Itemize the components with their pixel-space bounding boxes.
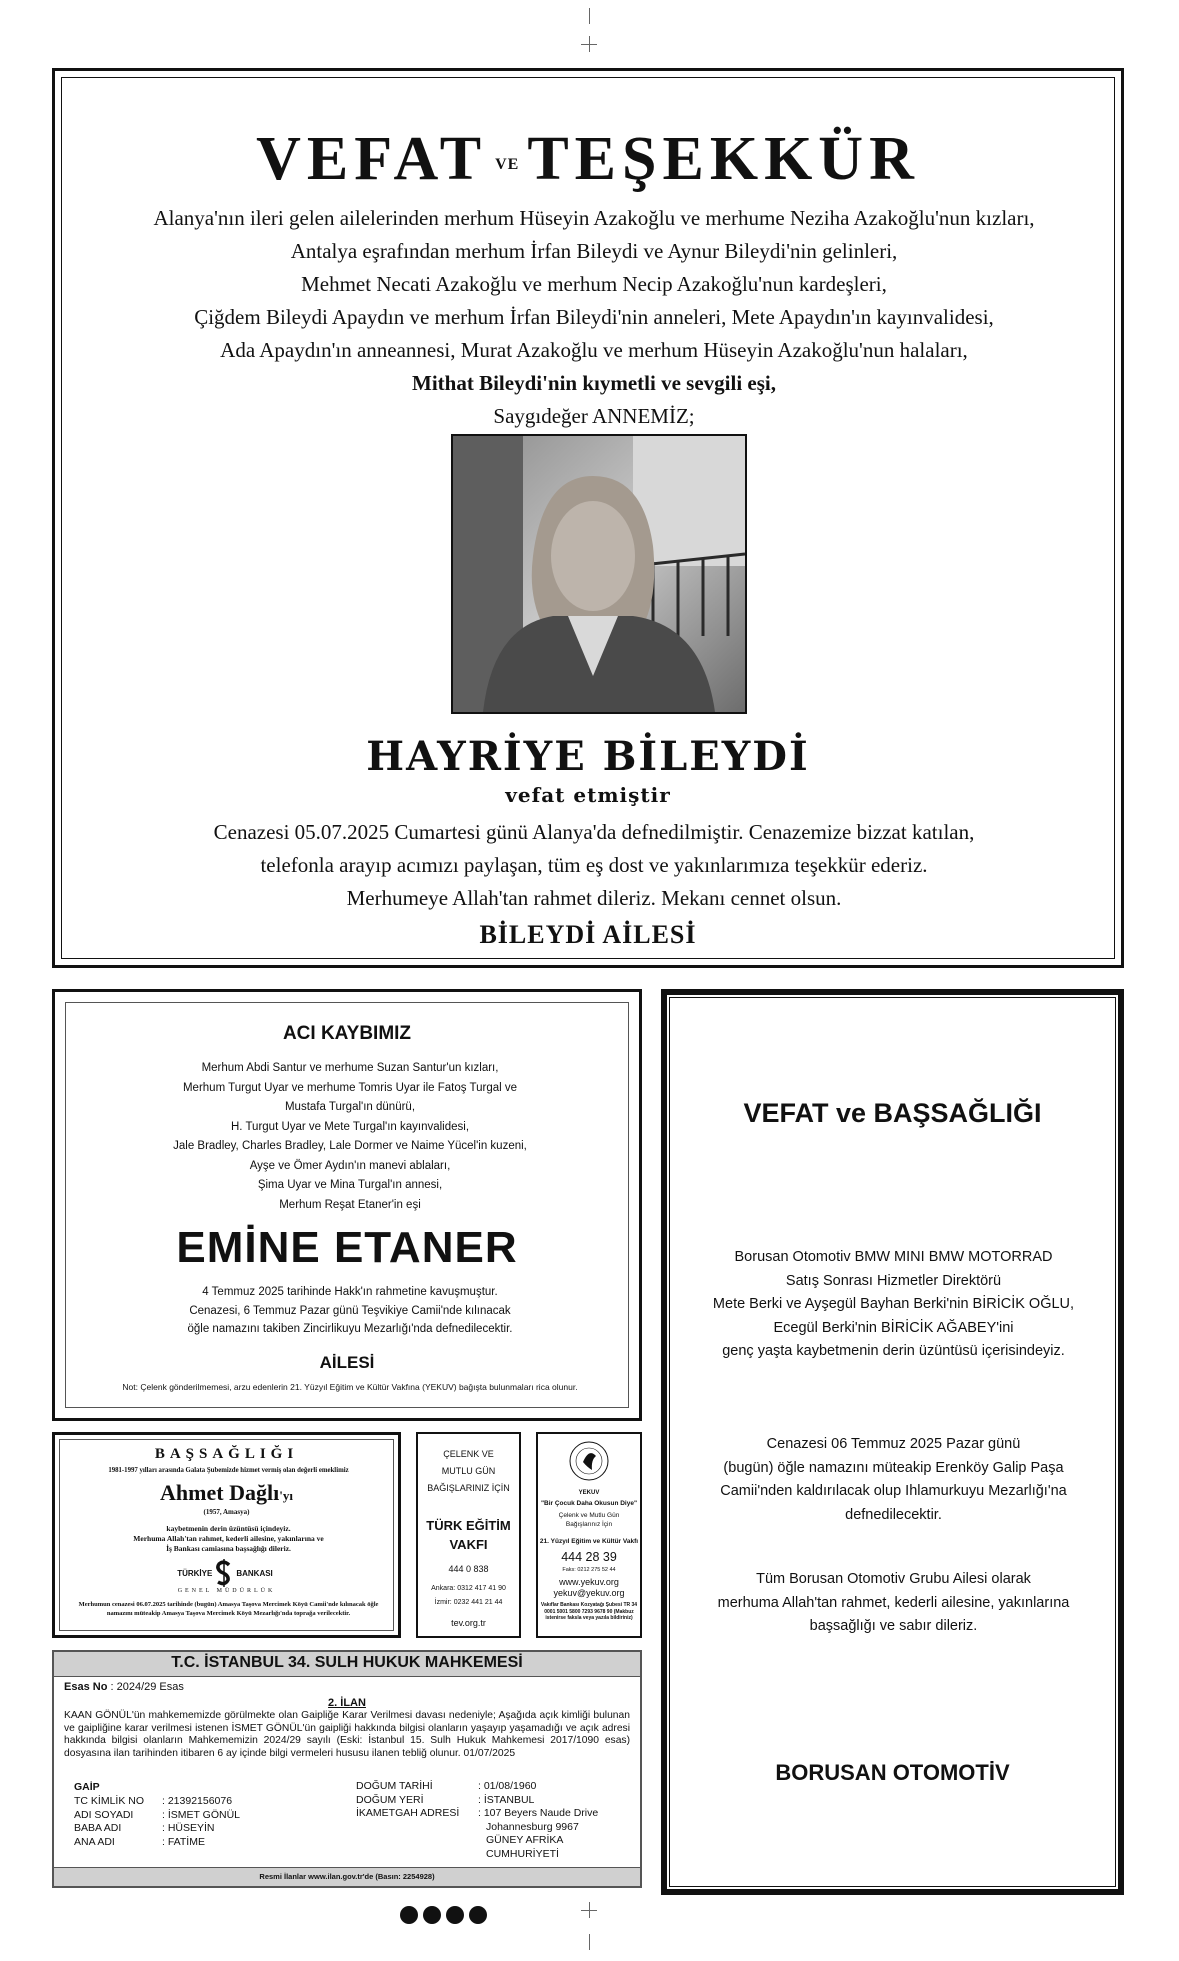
yekuv-logo-icon	[568, 1440, 610, 1490]
yekuv-website: www.yekuv.org	[559, 1577, 619, 1587]
borusan-paragraph-3	[680, 1568, 1107, 1639]
court-field-value: : 107 Beyers Naude Drive	[478, 1807, 599, 1819]
tev-donation-ad	[416, 1432, 521, 1638]
court-legal-notice	[52, 1650, 642, 1888]
borusan-line: Borusan Otomotiv BMW MINI BMW MOTORRAD	[734, 1249, 1053, 1265]
court-field-value: : İSMET GÖNÜL	[162, 1808, 240, 1821]
court-ilan-label: 2. İLAN	[328, 1697, 366, 1709]
family-line: Ada Apaydın'ın anneannesi, Murat Azakoğlu ve merhum Hüseyin Azakoğlu'nun halaları,	[220, 338, 968, 362]
tev-intro-line: MUTLU GÜN	[441, 1466, 496, 1476]
court-left-fields	[74, 1795, 240, 1849]
etaner-body-line: Cenazesi, 6 Temmuz Pazar günü Teşvikiye Camii'nde kılınacak	[189, 1304, 511, 1317]
page-marker-dot	[469, 1906, 487, 1924]
etaner-line: Merhum Reşat Etaner'in eşi	[279, 1198, 421, 1211]
yekuv-intro-line: Bağışlarınız İçin	[565, 1520, 613, 1528]
yekuv-org-name: 21. Yüzyıl Eğitim ve Kültür Vakfı	[539, 1538, 639, 1545]
family-line: Alanya'nın ileri gelen ailelerinden merhum Hüseyin Azakoğlu ve merhume Neziha Azakoğlu'nun kızları,	[153, 206, 1035, 230]
isbank-body-line: İş Bankası camiasına başsağlığı dileriz.	[166, 1544, 291, 1553]
isbank-years: (1957, Amasya)	[203, 1508, 250, 1516]
isbank-deceased-name	[60, 1480, 393, 1506]
etaner-inner-border	[65, 1002, 629, 1408]
isbank-condolence-notice	[52, 1432, 401, 1638]
court-field-value: : HÜSEYİN	[162, 1822, 215, 1834]
court-field-row	[356, 1780, 598, 1794]
court-field-row	[74, 1822, 240, 1836]
etaner-line: Jale Bradley, Charles Bradley, Lale Dormer ve Naime Yücel'in kuzeni,	[173, 1140, 527, 1152]
court-field-key: İKAMETGAH ADRESİ	[356, 1807, 460, 1819]
etaner-body-line: 4 Temmuz 2025 tarihinde Hakk'ın rahmetine kavuşmuştur.	[202, 1286, 498, 1298]
deceased-status: vefat etmiştir	[505, 783, 671, 807]
family-line-spouse: Mithat Bileydi'nin kıymetli ve sevgili eşi,	[412, 371, 776, 395]
court-field-value: : FATİME	[162, 1835, 205, 1848]
etaner-signature: AİLESİ	[319, 1353, 375, 1372]
borusan-line: Cenazesi 06 Temmuz 2025 Pazar günü	[766, 1436, 1021, 1452]
body-line: Merhumeye Allah'tan rahmet dileriz. Mekanı cennet olsun.	[346, 886, 842, 910]
court-field-row	[356, 1807, 598, 1821]
borusan-line: Ecegül Berki'nin BİRİCİK AĞABEY'ini	[773, 1319, 1014, 1336]
tev-org-name	[418, 1516, 519, 1554]
tev-intro	[418, 1446, 519, 1497]
court-esas-label: Esas No	[64, 1681, 108, 1693]
crop-mark-top	[589, 8, 590, 24]
court-field-row	[74, 1836, 240, 1850]
deceased-portrait-photo	[451, 434, 747, 714]
court-field-key: ANA ADI	[74, 1835, 115, 1848]
court-field-value: : 01/08/1960	[478, 1780, 537, 1792]
yekuv-phone: 444 28 39	[561, 1550, 617, 1564]
etaner-line: Ayşe ve Ömer Aydın'ın manevi ablaları,	[249, 1159, 451, 1172]
court-address-line: CUMHURİYETİ	[486, 1847, 559, 1860]
main-notice-family-lines	[92, 202, 1096, 433]
tev-contacts	[418, 1582, 519, 1610]
borusan-line: Mete Berki ve Ayşegül Bayhan Berki'nin BİRİCİK OĞLU,	[712, 1296, 1075, 1312]
family-line: Çiğdem Bileydi Apaydın ve merhum İrfan Bileydi'nin anneleri, Mete Apaydın'ın kayınvalidesi,	[194, 305, 994, 329]
etaner-obituary-notice	[52, 989, 642, 1421]
borusan-inner-border	[669, 997, 1116, 1887]
isbank-inner-border	[59, 1439, 394, 1631]
page-marker-dot	[446, 1906, 464, 1924]
borusan-line: Satış Sonrası Hizmetler Direktörü	[785, 1272, 1002, 1289]
isbank-body-line: kaybetmenin derin üzüntüsü içindeyiz.	[166, 1524, 291, 1533]
court-field-key: DOĞUM TARİHİ	[356, 1780, 433, 1792]
tev-intro-line: BAĞIŞLARINIZ İÇİN	[427, 1483, 510, 1493]
main-obituary-notice	[52, 68, 1124, 968]
isbank-body-line: Merhuma Allah'tan rahmet, kederli ailesine, yakınlarına ve	[133, 1534, 324, 1543]
tev-org-line: TÜRK EĞİTİM	[426, 1518, 511, 1533]
main-notice-body	[92, 816, 1096, 915]
title-vefat: VEFAT	[256, 125, 488, 193]
body-line: Cenazesi 05.07.2025 Cumartesi günü Alanya'da defnedilmiştir. Cenazemize bizzat katılan,	[213, 820, 975, 844]
isbank-unit: GENEL MÜDÜRLÜK	[177, 1588, 276, 1594]
crop-mark-bottom	[589, 1934, 590, 1950]
portrait-image	[453, 436, 745, 712]
tev-contact-line: İzmir: 0232 441 21 44	[434, 1599, 503, 1606]
court-address-row	[356, 1821, 598, 1835]
etaner-deceased-name: EMİNE ETANER	[176, 1223, 518, 1272]
title-tesekkur: TEŞEKKÜR	[527, 125, 920, 193]
etaner-title: ACI KAYBIMIZ	[282, 1023, 412, 1044]
etaner-line: H. Turgut Uyar ve Mete Turgal'ın kayınvalidesi,	[230, 1120, 470, 1133]
yekuv-logo-text: YEKUV	[578, 1490, 600, 1496]
yekuv-web	[538, 1577, 640, 1599]
main-notice-inner-border	[61, 77, 1115, 959]
court-field-row	[74, 1795, 240, 1809]
yekuv-bank-info: Vakıflar Bankası Kozyatağı Şubesi TR 34 0001 5001 5800 7293 9678 90 (Makbuz istenirse faksla veya yazıla bildiriniz)	[540, 1602, 638, 1621]
borusan-signature: BORUSAN OTOMOTİV	[775, 1760, 1010, 1785]
page-marker-dot	[423, 1906, 441, 1924]
isbank-logo	[160, 1558, 290, 1588]
yekuv-donation-ad	[536, 1432, 642, 1638]
family-line: Mehmet Necati Azakoğlu ve merhum Necip Azakoğlu'nun kardeşleri,	[301, 272, 887, 296]
page-marker-dot	[400, 1906, 418, 1924]
yekuv-slogan: "Bir Çocuk Daha Okusun Diye"	[540, 1500, 638, 1507]
etaner-body	[76, 1283, 624, 1339]
tev-contact-line: Ankara: 0312 417 41 90	[431, 1585, 506, 1592]
main-notice-signature: BİLEYDİ AİLESİ	[479, 920, 697, 949]
isbank-title: BAŞSAĞLIĞI	[154, 1446, 299, 1462]
yekuv-intro	[538, 1512, 640, 1529]
court-address-row	[356, 1834, 598, 1848]
etaner-line: Mustafa Turgal'ın dünürü,	[284, 1101, 416, 1113]
borusan-paragraph-2	[680, 1433, 1107, 1527]
etaner-line: Şima Uyar ve Mina Turgal'ın annesi,	[257, 1179, 443, 1191]
etaner-note: Not: Çelenk gönderilmemesi, arzu edenlerin 21. Yüzyıl Eğitim ve Kültür Vakfına (YEKUV) bağışta bulunmaları rica olunur.	[122, 1382, 578, 1392]
borusan-paragraph-1	[680, 1246, 1107, 1364]
borusan-line: Tüm Borusan Otomotiv Grubu Ailesi olarak	[756, 1571, 1031, 1587]
borusan-condolence-notice	[661, 989, 1124, 1895]
tev-website: tev.org.tr	[451, 1618, 486, 1628]
yekuv-email: yekuv@yekuv.org	[553, 1588, 625, 1598]
family-line: Antalya eşrafından merhum İrfan Bileydi ve Aynur Bileydi'nin gelinleri,	[290, 239, 898, 263]
court-field-key: TC KİMLİK NO	[74, 1795, 145, 1807]
court-gaip-label: GAİP	[74, 1781, 100, 1793]
court-field-row	[74, 1809, 240, 1823]
isbank-logo-left: TÜRKİYE	[177, 1568, 213, 1578]
tev-phone: 444 0 838	[448, 1564, 489, 1574]
etaner-body-line: öğle namazını takiben Zincirlikuyu Mezarlığı'nda defnedilecektir.	[187, 1323, 513, 1335]
court-field-value: : İSTANBUL	[478, 1793, 535, 1806]
court-footer: Resmi İlanlar www.ilan.gov.tr'de (Basın: 2254928)	[54, 1867, 640, 1886]
court-case-number	[64, 1681, 184, 1693]
borusan-line: Camii'nden kaldırılacak olup Ihlamurkuyu Mezarlığı'na	[720, 1483, 1067, 1499]
court-right-fields	[356, 1780, 598, 1861]
crop-mark-top-cross-h	[581, 44, 597, 45]
court-body-text: KAAN GÖNÜL'ün mahkememizde görülmekte olan Gaipliğe Karar Verilmesi davası nedeniyle; Aşağıda açık kimliği bulunan ve gaipliğine karar verilmesi istenen İSMET GÖNÜL'ün gaipliği hakkında bilgisi olanların yaşayıp yaşamadığı ve açık adresi hakkında bilgisi olanların Mahkememizin 2024/29 sayılı (Eski: İstanbul 15. Sulh Hukuk Mahkemesi 2017/1090 esas) dosyasına ilan tarihinden itibaren 6 ay içinde bilgi vermeleri hususu ilanen tebliğ olunur. 01/07/2025	[64, 1710, 630, 1759]
etaner-line: Merhum Turgut Uyar ve merhume Tomris Uyar ile Fatoş Turgal ve	[182, 1081, 518, 1094]
body-line: telefonla arayıp acımızı paylaşan, tüm eş dost ve yakınlarımıza teşekkür ederiz.	[260, 853, 928, 877]
borusan-title: VEFAT ve BAŞSAĞLIĞI	[743, 1098, 1042, 1128]
tev-intro-line: ÇELENK VE	[443, 1449, 494, 1459]
court-field-key: BABA ADI	[74, 1822, 122, 1834]
isbank-funeral-note: Merhumun cenazesi 06.07.2025 tarihinde (bugün) Amasya Taşova Mercimek Köyü Camii'nde kılınacak öğle namazını müteakip Amasya Taşova Mercimek Köyü Mezarlığı'nda toprağa verilecektir.	[78, 1601, 379, 1617]
isbank-name-suffix: 'yı	[279, 1488, 293, 1503]
borusan-line: merhuma Allah'tan rahmet, kederli ailesine, yakınlarına	[717, 1594, 1070, 1611]
court-field-row	[356, 1794, 598, 1808]
tev-org-line: VAKFI	[449, 1537, 488, 1552]
borusan-line: başsağlığı ve sabır dileriz.	[809, 1618, 978, 1634]
borusan-line: genç yaşta kaybetmenin derin üzüntüsü içerisindeyiz.	[722, 1343, 1065, 1359]
yekuv-fax: Faks: 0212 275 52 44	[562, 1567, 616, 1573]
court-esas-value: : 2024/29 Esas	[110, 1681, 184, 1693]
isbank-logo-right: BANKASI	[236, 1568, 273, 1578]
court-title: T.C. İSTANBUL 34. SULH HUKUK MAHKEMESİ	[171, 1654, 523, 1671]
isbank-name-text: Ahmet Dağlı	[160, 1480, 280, 1505]
borusan-line: defnedilecektir.	[845, 1506, 942, 1523]
yekuv-intro-line: Çelenk ve Mutlu Gün	[558, 1512, 620, 1519]
isbank-body	[66, 1524, 391, 1554]
crop-mark-bottom-cross-h	[581, 1910, 597, 1911]
title-connector: VE	[495, 155, 520, 173]
main-notice-title	[62, 124, 1114, 200]
court-address-line: Johannesburg 9967	[486, 1820, 579, 1833]
family-line-annemiz: Saygıdeğer ANNEMİZ;	[493, 404, 695, 428]
court-address-row	[356, 1848, 598, 1862]
borusan-line: (bugün) öğle namazını müteakip Erenköy Galip Paşa	[723, 1459, 1064, 1476]
etaner-line: Merhum Abdi Santur ve merhume Suzan Santur'un kızları,	[201, 1062, 499, 1074]
court-field-key: DOĞUM YERİ	[356, 1793, 424, 1806]
deceased-name: HAYRİYE BİLEYDİ	[366, 733, 810, 780]
court-address-line: GÜNEY AFRİKA	[486, 1834, 564, 1846]
court-field-key: ADI SOYADI	[74, 1808, 134, 1821]
etaner-family-lines	[76, 1059, 624, 1215]
isbank-s-icon	[215, 1559, 233, 1587]
isbank-intro: 1981-1997 yılları arasında Galata Şubemizde hizmet vermiş olan değerli emeklimiz	[108, 1467, 349, 1474]
court-field-value: : 21392156076	[162, 1795, 233, 1807]
